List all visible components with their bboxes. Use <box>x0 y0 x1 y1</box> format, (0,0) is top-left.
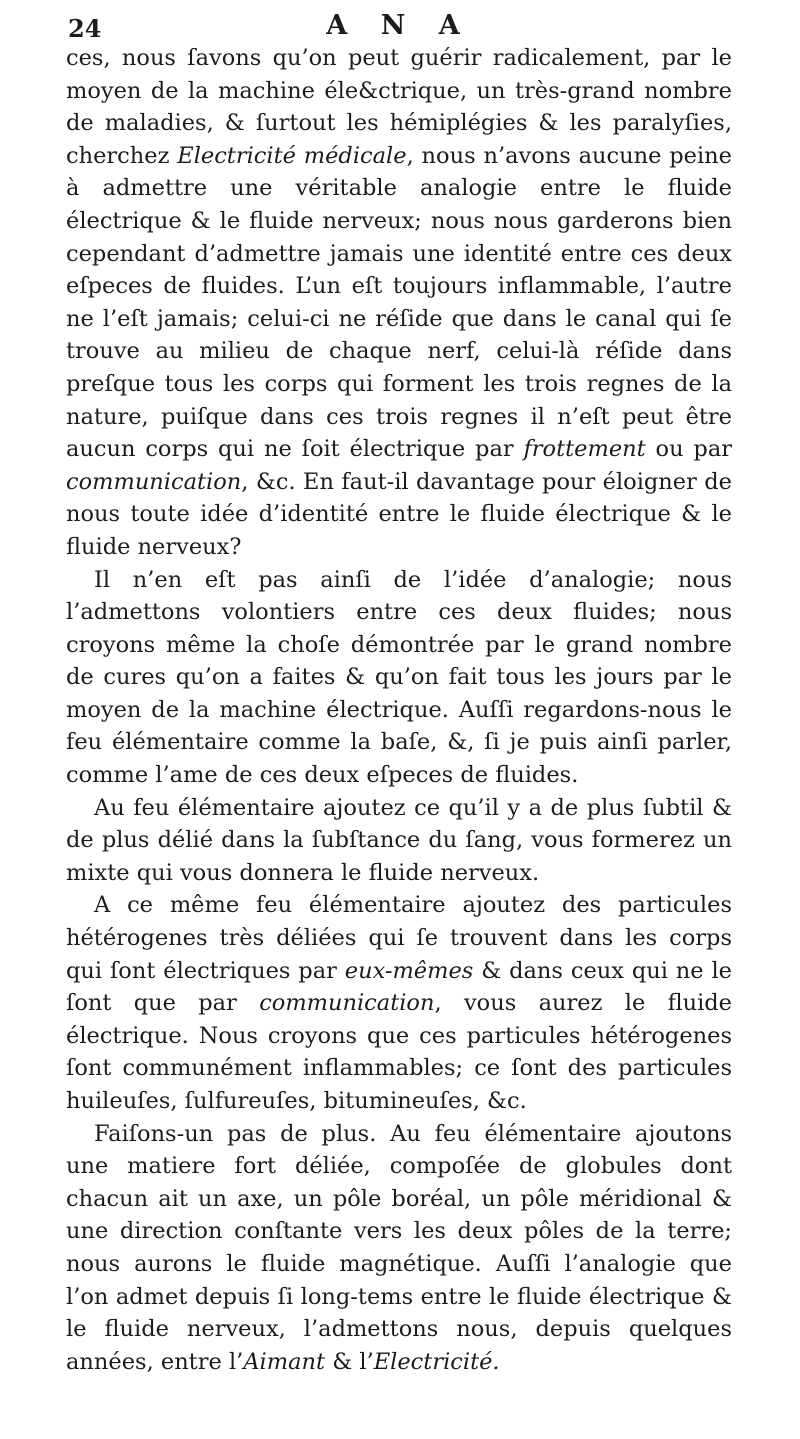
italic-term: Electricité. <box>373 1348 500 1375</box>
italic-term: Aimant <box>243 1348 326 1375</box>
paragraph <box>66 889 732 1117</box>
text-run: & l’ <box>325 1348 374 1375</box>
page-number: 24 <box>68 14 102 43</box>
italic-term: communication <box>66 468 242 495</box>
paragraph <box>66 42 732 564</box>
italic-term: communication <box>259 990 435 1017</box>
text-run: Au feu élémentaire ajoutez ce qu’il y a de plus ſubtil & de plus délié dans la ſubſtance du ſang, vous formerez un mixte qui vous donnera le fluide nerveux. <box>66 794 732 886</box>
running-title: A N A <box>326 10 472 41</box>
text-run: , vous aurez le fluide électrique. Nous croyons que ces particules hétérogenes ſont communément inflammables; ce ſont des particules huileuſes, ſulfureuſes, bitumineuſes, &c. <box>66 990 733 1114</box>
body-text <box>66 42 732 1378</box>
text-run: , nous n’avons aucune peine à admettre une véritable analogie entre le fluide électrique & le fluide nerveux; nous nous garderons bien cependant d’admettre jamais une identité entre ces deux eſpeces de fluides. L’un eſt toujours inflammable, l’autre ne l’eſt jamais; celui-ci ne réſide que dans le canal qui ſe trouve au milieu de chaque nerf, celui-là réſide dans preſque tous les corps qui forment les trois regnes de la nature, puiſque dans ces trois regnes il n’eſt peut être aucun corps qui ne ſoit électrique par <box>66 142 732 463</box>
text-run: ou par <box>645 436 732 463</box>
paragraph <box>66 564 732 792</box>
paragraph <box>66 792 732 890</box>
text-run: , &c. En faut-il davantage pour éloigner de nous toute idée d’identité entre le fluide électrique & le fluide nerveux? <box>66 468 732 560</box>
italic-term: Electricité médicale <box>177 142 407 169</box>
text-run: & dans ceux qui ne le ſont que par <box>66 957 732 1017</box>
paragraph <box>66 1118 732 1379</box>
text-run: Il n’en eſt pas ainſi de l’idée d’analogie; nous l’admettons volontiers entre ces deux fluides; nous croyons même la choſe démontrée par le grand nombre de cures qu’on a faites & qu’on fait tous les jours par le moyen de la machine électrique. Auſſi regardons-nous le feu élémentaire comme la baſe, &, ſi je puis ainſi parler, comme l’ame de ces deux eſpeces de fluides. <box>66 566 732 789</box>
text-run: ces, nous ſavons qu’on peut guérir radicalement, par le moyen de la machine éle&ctrique, un très-grand nombre de maladies, & ſurtout les hémiplégies & les paralyſies, cherchez <box>66 45 732 169</box>
text-run: Faiſons-un pas de plus. Au feu élémentaire ajoutons une matiere fort déliée, compoſée de globules dont chacun ait un axe, un pôle boréal, un pôle méridional & une direction conſtante vers les deux pôles de la terre; nous aurons le fluide magnétique. Auſſi l’analogie que l’on admet depuis ſi long-tems entre le fluide électrique & le fluide nerveux, l’admettons nous, depuis quelques années, entre l’ <box>66 1120 732 1375</box>
italic-term: eux-mêmes <box>344 957 474 984</box>
text-run: A ce même feu élémentaire ajoutez des particules hétérogenes très déliées qui ſe trouvent dans les corps qui ſont électriques par <box>66 892 732 984</box>
running-head <box>66 6 732 43</box>
italic-term: frottement <box>523 436 646 463</box>
